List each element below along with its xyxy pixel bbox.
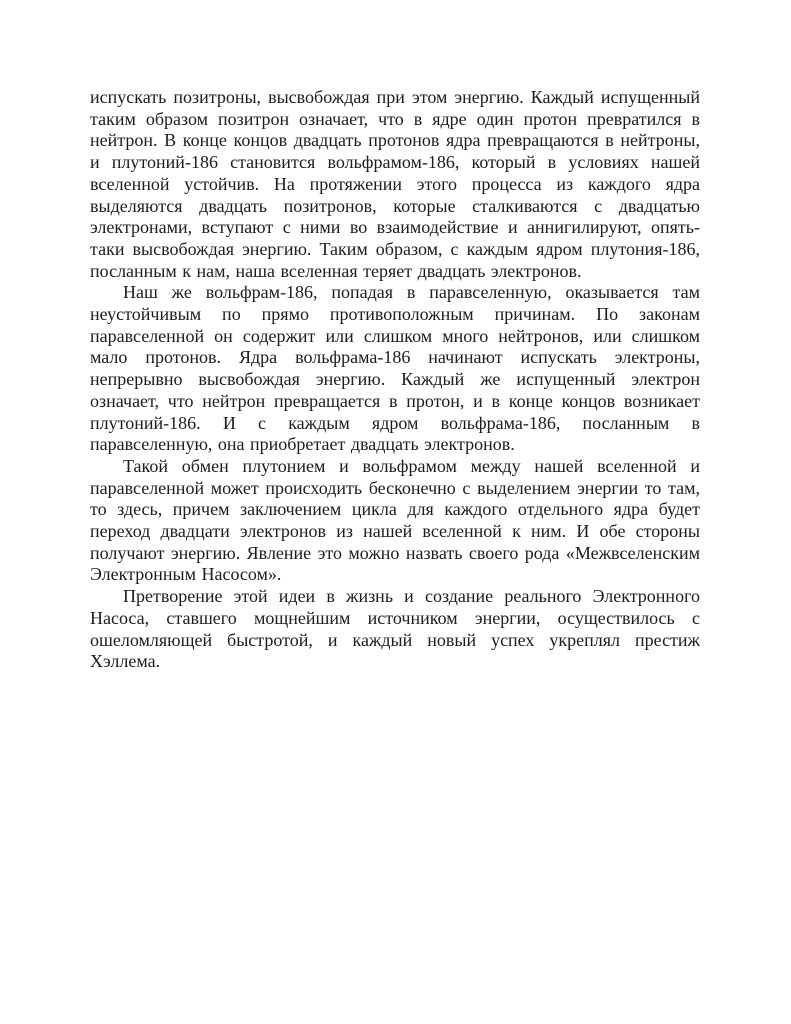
paragraph: Претворение этой идеи в жизнь и создание реального Электронного Насоса, ставшего мощнейшим источником энергии, осуществилось с ошеломляющей быстротой, и каждый новый успех укреплял престиж Хэллема. (90, 586, 700, 672)
paragraph: Такой обмен плутонием и вольфрамом между нашей вселенной и паравселенной может происходить бесконечно с выделением энергии то там, то здесь, причем заключением цикла для каждого отдельного ядра будет переход двадцати электронов из нашей вселенной к ним. И обе стороны получают энергию. Явление это можно назвать своего рода «Межвселенским Электронным Насосом». (90, 455, 700, 585)
paragraph: испускать позитроны, высвобождая при этом энергию. Каждый испущенный таким образом позитрон означает, что в ядре один протон превратился в нейтрон. В конце концов двадцать протонов ядра превращаются в нейтроны, и плутоний-186 становится вольфрамом-186, который в условиях нашей вселенной устойчив. На протяжении этого процесса из каждого ядра выделяются двадцать позитронов, которые сталкиваются с двадцатью электронами, вступают с ними во взаимодействие и аннигилируют, опять-таки высвобождая энергию. Таким образом, с каждым ядром плутония-186, посланным к нам, наша вселенная теряет двадцать электронов. (90, 87, 700, 281)
text-column (90, 87, 700, 673)
paragraph: Наш же вольфрам-186, попадая в паравселенную, оказывается там неустойчивым по прямо противоположным причинам. По законам паравселенной он содержит или слишком много нейтронов, или слишком мало протонов. Ядра вольфрама-186 начинают испускать электроны, непрерывно высвобождая энергию. Каждый же испущенный электрон означает, что нейтрон превращается в протон, и в конце концов возникает плутоний-186. И с каждым ядром вольфрама-186, посланным в паравселенную, она приобретает двадцать электронов. (90, 282, 700, 455)
